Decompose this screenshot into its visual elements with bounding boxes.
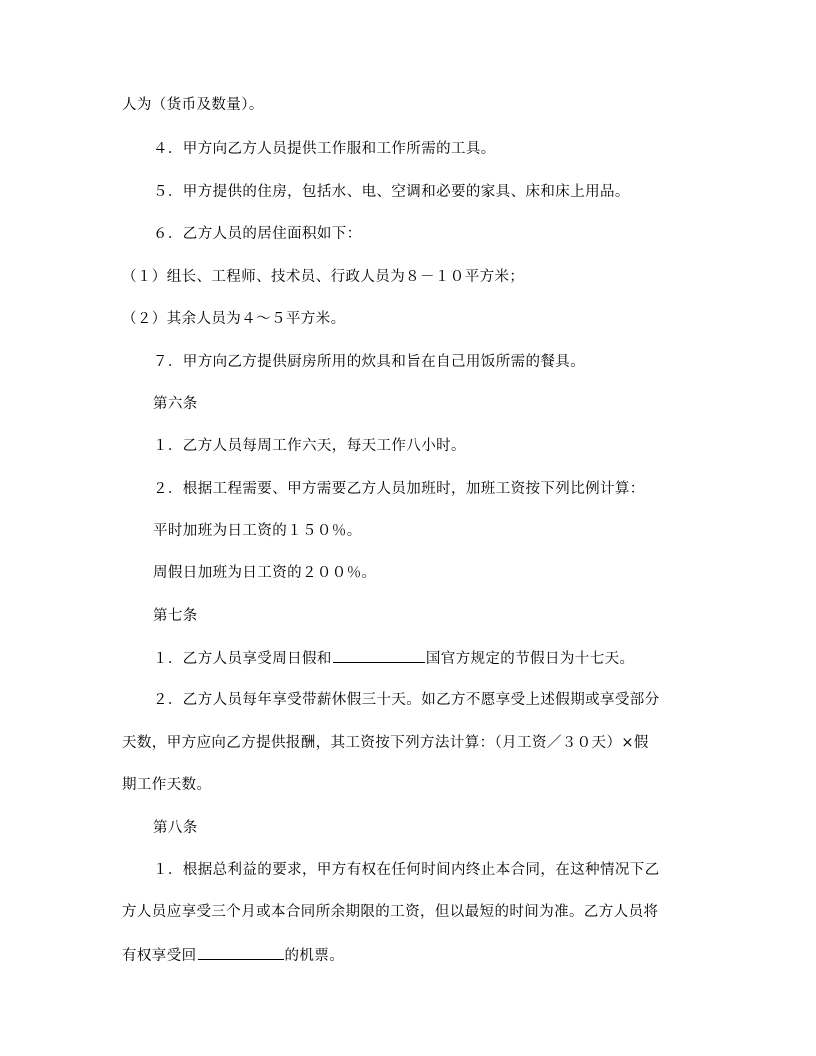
clause-4: ４．甲方向乙方人员提供工作服和工作所需的工具。 bbox=[153, 141, 496, 157]
article-7-clause-1 bbox=[153, 648, 634, 669]
fill-in-blank-country bbox=[333, 648, 425, 663]
paragraph-line bbox=[122, 945, 344, 966]
article-6-heading: 第六条 bbox=[153, 396, 198, 412]
clause-text: 的机票。 bbox=[284, 948, 345, 964]
article-6-clause-1: １．乙方人员每周工作六天，每天工作八小时。 bbox=[153, 438, 466, 454]
article-8-clause-1: １．根据总利益的要求，甲方有权在任何时间内终止本合同，在这种情况下乙 bbox=[153, 862, 660, 878]
clause-text: １．乙方人员享受周日假和 bbox=[153, 651, 332, 667]
paragraph-line: 人为（货币及数量）。 bbox=[122, 97, 264, 113]
overtime-holiday: 周假日加班为日工资的２００％。 bbox=[153, 565, 377, 581]
article-7-clause-2: ２．乙方人员每年享受带薪休假三十天。如乙方不愿享受上述假期或享受部分 bbox=[153, 692, 660, 708]
clause-text: 国官方规定的节假日为十七天。 bbox=[425, 651, 635, 667]
paragraph-line: 方人员应享受三个月或本合同所余期限的工资，但以最短的时间为准。乙方人员将 bbox=[122, 904, 659, 920]
fill-in-blank-destination bbox=[198, 945, 284, 960]
paragraph-line: 期工作天数。 bbox=[122, 777, 212, 793]
article-7-heading: 第七条 bbox=[153, 608, 198, 624]
article-6-clause-2: ２．根据工程需要、甲方需要乙方人员加班时，加班工资按下列比例计算： bbox=[153, 481, 645, 497]
clause-7: ７．甲方向乙方提供厨房所用的炊具和旨在自己用饭所需的餐具。 bbox=[153, 354, 586, 370]
sub-item-1: （１）组长、工程师、技术员、行政人员为８－１０平方米； bbox=[122, 269, 525, 285]
paragraph-line: 天数，甲方应向乙方提供报酬，其工资按下列方法计算：（月工资／３０天）×假 bbox=[122, 735, 649, 751]
sub-item-2: （２）其余人员为４～５平方米。 bbox=[122, 311, 346, 327]
overtime-weekday: 平时加班为日工资的１５０％。 bbox=[153, 523, 362, 539]
clause-6: ６．乙方人员的居住面积如下： bbox=[153, 226, 362, 242]
clause-text: 有权享受回 bbox=[122, 948, 197, 964]
clause-5: ５．甲方提供的住房，包括水、电、空调和必要的家具、床和床上用品。 bbox=[153, 184, 630, 200]
article-8-heading: 第八条 bbox=[153, 820, 198, 836]
